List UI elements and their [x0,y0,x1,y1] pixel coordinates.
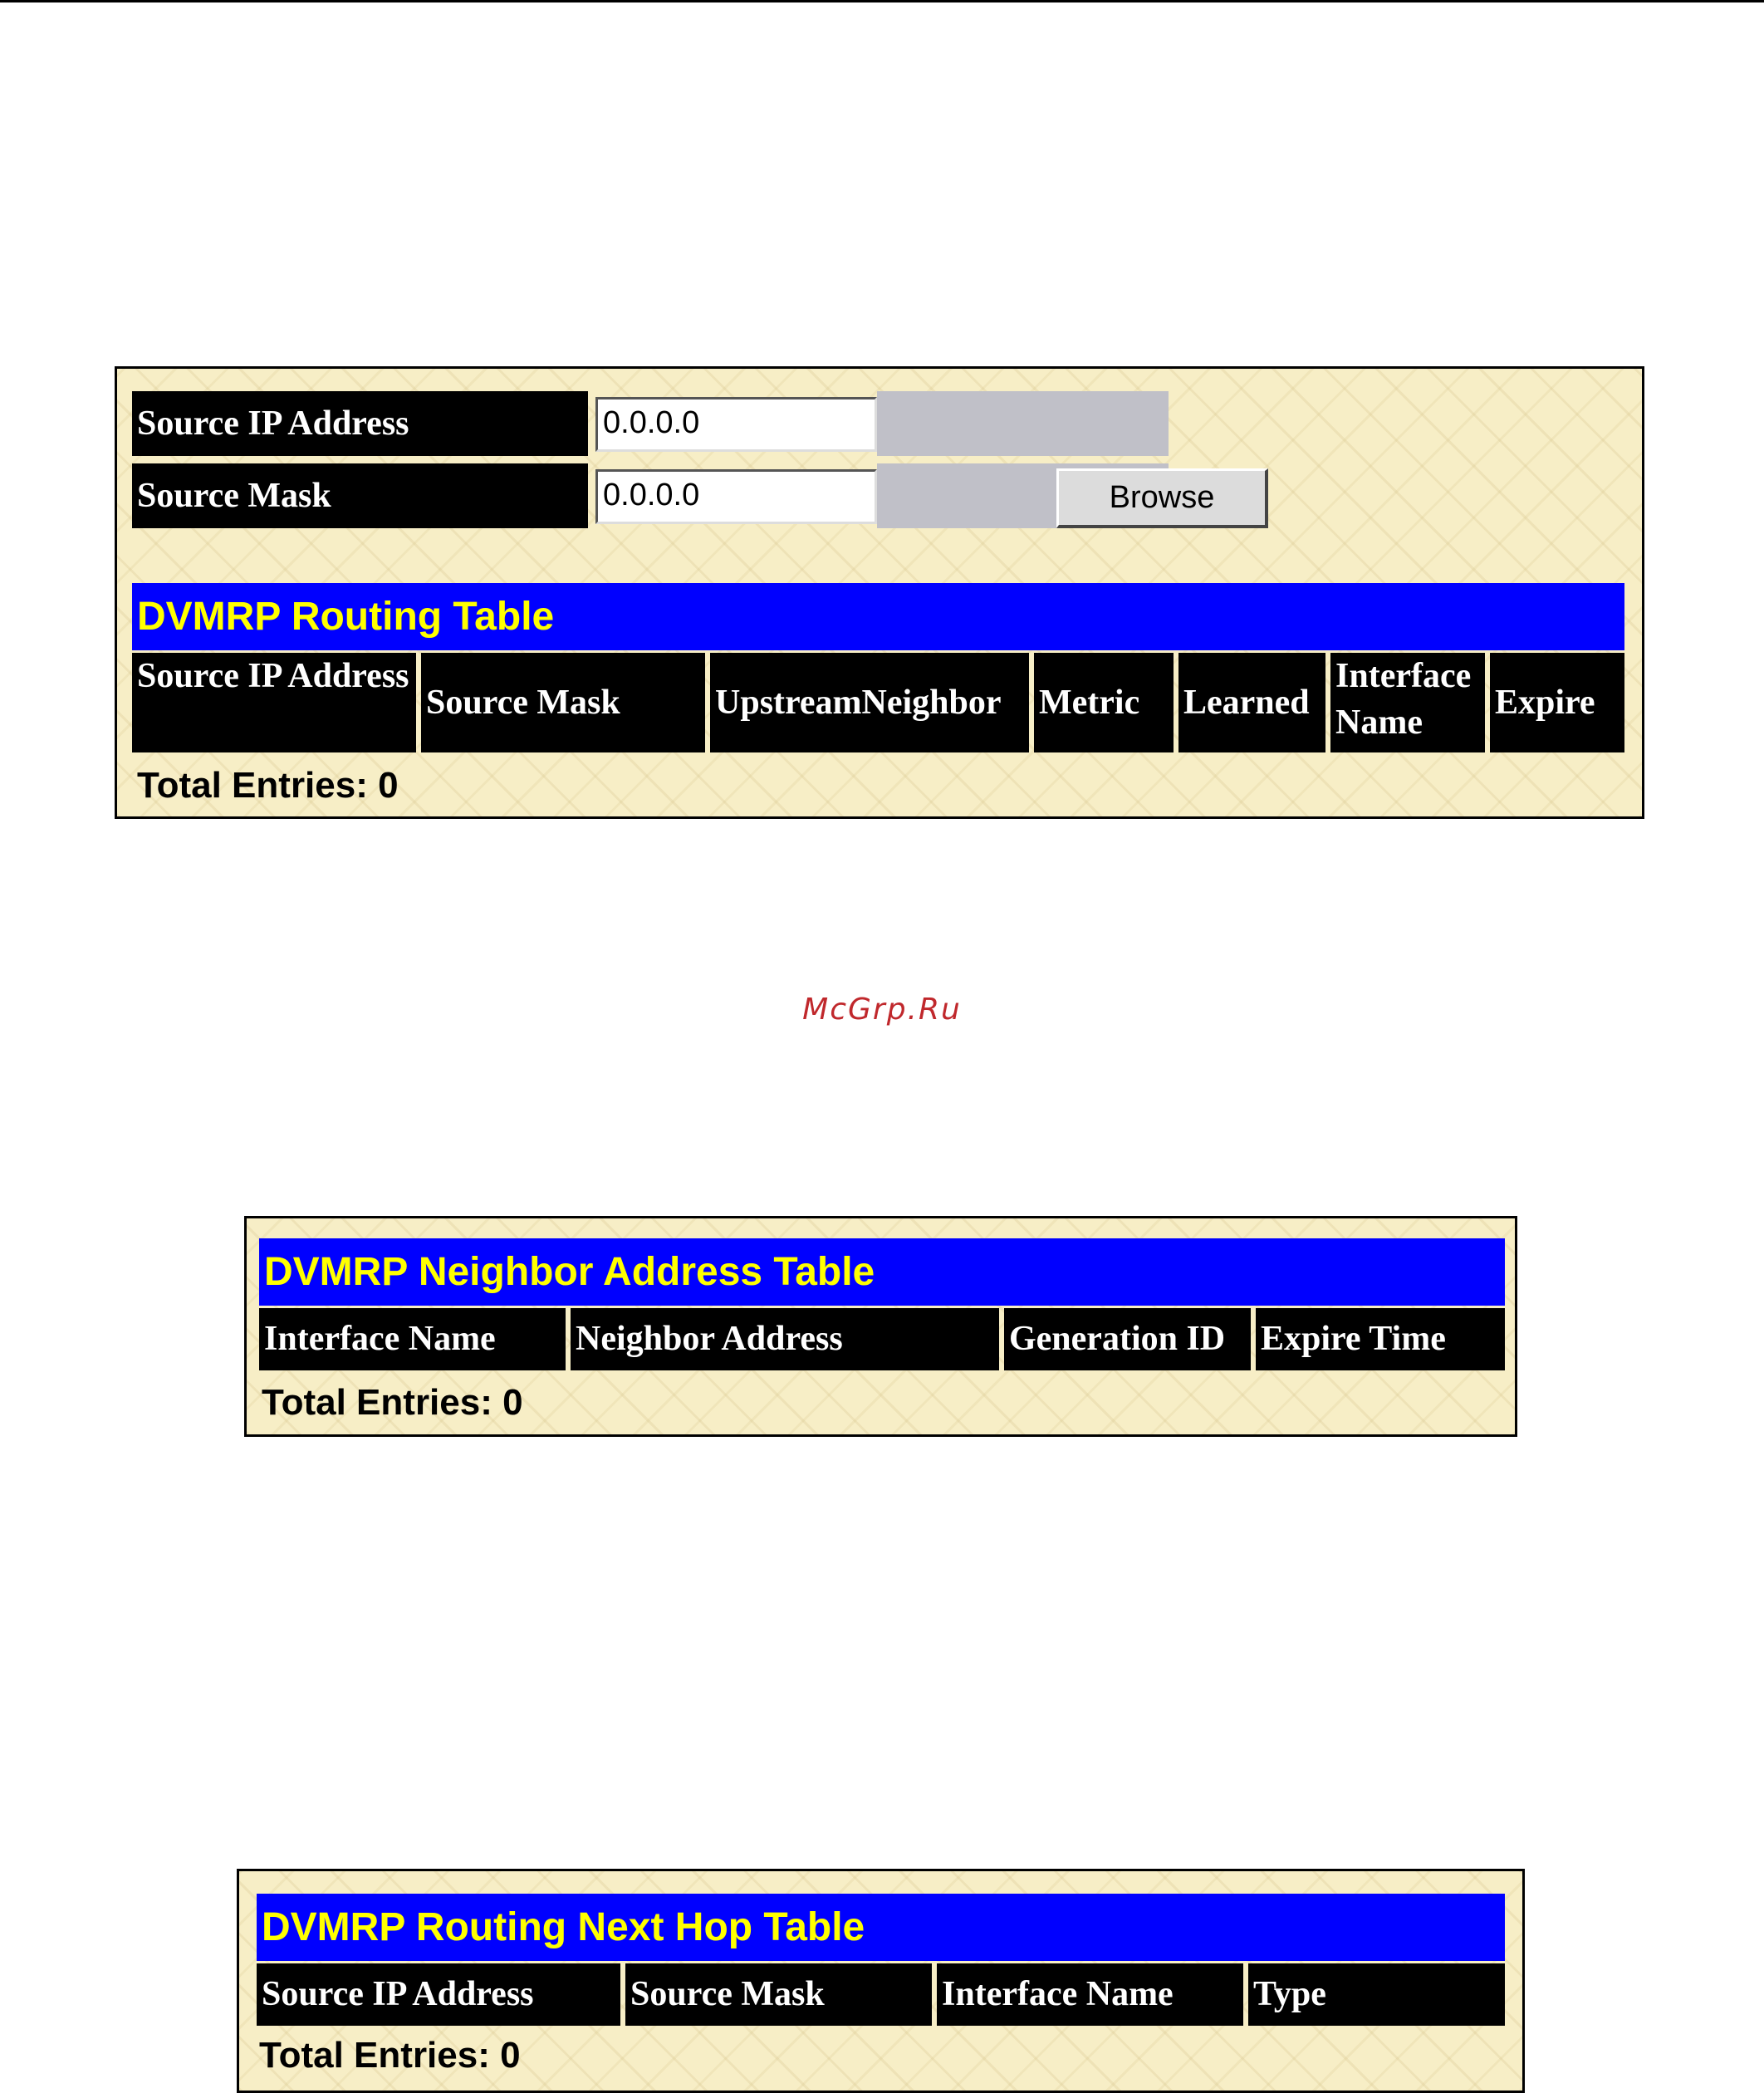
routing-table-panel [115,366,1644,819]
nexthop-table-panel [237,1869,1525,2093]
col-source-ip: Source IP Address [257,1963,620,2026]
col-interface-name: Interface Name [259,1308,566,1370]
col-source-mask: Source Mask [625,1963,932,2026]
neighbor-table-panel [244,1216,1517,1437]
col-generation-id: Generation ID [1004,1308,1251,1370]
col-expire: Expire [1490,653,1624,752]
col-metric: Metric [1034,653,1174,752]
col-interface-name: Interface Name [937,1963,1243,2026]
neighbor-total-entries: Total Entries: 0 [262,1382,523,1423]
top-rule [0,0,1764,2]
col-source-mask: Source Mask [421,653,705,752]
col-expire-time: Expire Time [1256,1308,1505,1370]
col-neighbor-address: Neighbor Address [571,1308,999,1370]
col-interface-name: Interface Name [1330,653,1485,752]
source-ip-grey-cell [877,391,1169,456]
source-ip-label: Source IP Address [132,391,588,456]
source-ip-input[interactable]: 0.0.0.0 [595,397,877,452]
watermark: McGrp.Ru [802,993,962,1027]
browse-button[interactable]: Browse [1056,468,1268,528]
routing-table-title: DVMRP Routing Table [132,583,1624,650]
nexthop-table-title: DVMRP Routing Next Hop Table [257,1894,1505,1961]
nexthop-total-entries: Total Entries: 0 [259,2035,521,2076]
routing-total-entries: Total Entries: 0 [137,765,399,806]
col-type: Type [1248,1963,1505,2026]
col-source-ip: Source IP Address [132,653,416,752]
source-mask-input[interactable]: 0.0.0.0 [595,469,877,524]
col-learned: Learned [1178,653,1325,752]
col-upstream-neighbor: UpstreamNeighbor [710,653,1029,752]
neighbor-table-title: DVMRP Neighbor Address Table [259,1238,1505,1306]
source-mask-label: Source Mask [132,463,588,528]
